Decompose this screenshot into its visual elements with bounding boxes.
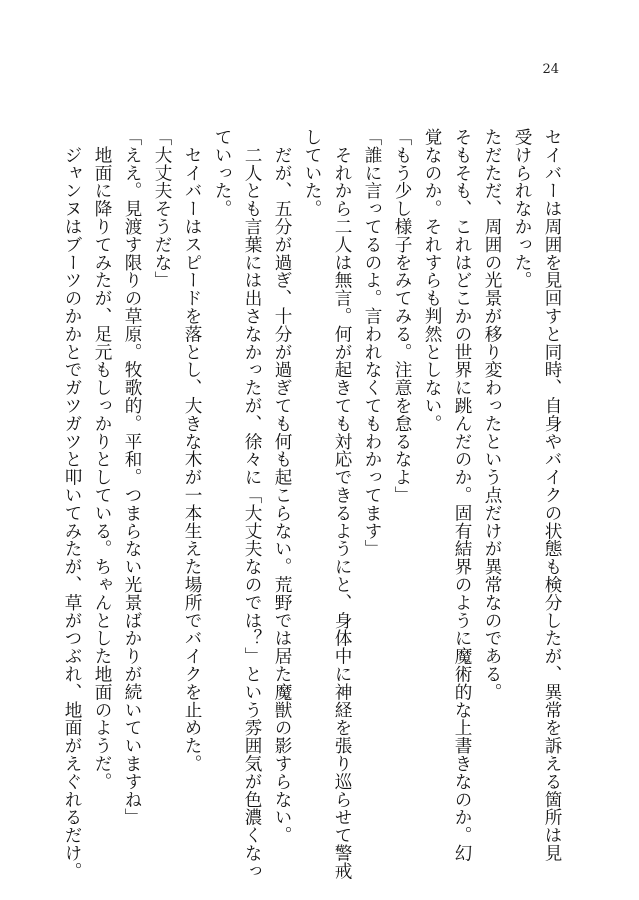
text-line: 二人とも言葉には出さなかったが、徐々に「大丈夫なのでは？」という雰囲気が色濃くなっ <box>242 128 262 880</box>
page-number: 24 <box>542 62 559 77</box>
text-line: ジャンヌはブーツのかかとでガツガツと叩いてみたが、草がつぶれ、地面がえぐれるだけ。 <box>62 128 82 880</box>
text-line: ていった。 <box>212 128 232 218</box>
text-line: していた。 <box>302 128 322 218</box>
text-line: セイバーはスピードを落とし、大きな木が一本生えた場所でバイクを止めた。 <box>182 128 202 773</box>
text-line: セイバーは周囲を見回すと同時、自身やバイクの状態も検分したが、異常を訴える箇所は見 <box>542 128 562 862</box>
text-line: ただただ、周囲の光景が移り変わったという点だけが異常なのである。 <box>482 128 502 701</box>
text-line: それから二人は無言。何が起きても対応できるようにと、身体中に神経を張り巡らせて警戒 <box>332 128 352 880</box>
text-line: そもそも、これはどこかの世界に跳んだのか。固有結界のように魔術的な上書きなのか。幻 <box>452 128 472 862</box>
text-line: だが、五分が過ぎ、十分が過ぎても何も起こらない。荒野では居た魔獣の影すらない。 <box>272 128 292 844</box>
text-line: 地面に降りてみたが、足元もしっかりとしている。ちゃんとした地面のようだ。 <box>92 128 112 791</box>
text-line: 「大丈夫そうだな」 <box>152 128 172 290</box>
text-line: 受けられなかった。 <box>512 128 532 290</box>
text-line: 覚なのか。それすらも判然としない。 <box>422 128 442 433</box>
text-line: 「誰に言ってるのよ。言われなくてもわかってます」 <box>362 128 382 558</box>
body-text <box>57 128 567 880</box>
text-line: 「ええ。見渡す限りの草原。牧歌的。平和。つまらない光景ばかりが続いていますね」 <box>122 128 142 827</box>
text-line: 「もう少し様子をみてみる。注意を怠るなよ」 <box>392 128 412 504</box>
